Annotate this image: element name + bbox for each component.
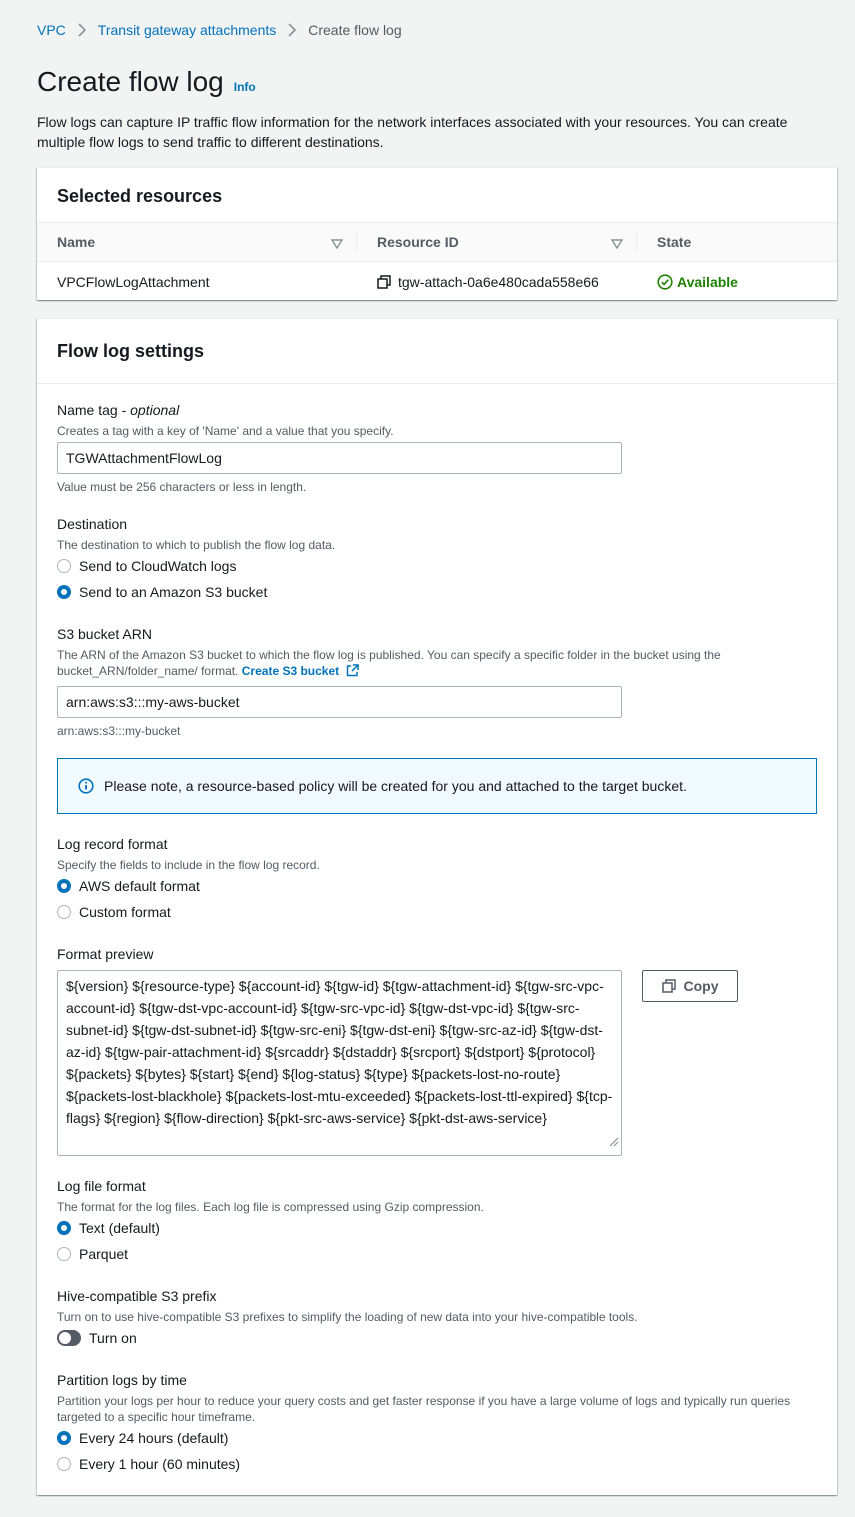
column-header-name[interactable]: Name <box>57 234 96 250</box>
radio-custom-label: Custom format <box>79 904 171 920</box>
destination-label: Destination <box>57 516 128 532</box>
chevron-right-icon <box>78 23 86 37</box>
radio-s3-label: Send to an Amazon S3 bucket <box>79 584 268 600</box>
log-record-format-hint: Specify the fields to include in the flow log record. <box>57 858 320 872</box>
log-file-format-hint: The format for the log files. Each log file is compressed using Gzip compression. <box>57 1200 484 1214</box>
resize-handle-icon[interactable] <box>607 1131 619 1153</box>
hive-prefix-toggle-row[interactable] <box>57 1330 137 1346</box>
radio-aws-default-format[interactable] <box>57 878 200 894</box>
name-tag-label <box>57 402 179 418</box>
chevron-right-icon <box>288 23 296 37</box>
column-header-resource-id[interactable]: Resource ID <box>377 234 459 250</box>
divider <box>37 383 837 384</box>
radio-button-selected[interactable] <box>57 1221 71 1235</box>
column-divider[interactable] <box>356 232 357 252</box>
copy-button[interactable] <box>642 970 738 1002</box>
create-s3-bucket-text: Create S3 bucket <box>241 664 340 678</box>
selected-resources-heading: Selected resources <box>57 186 223 206</box>
page-title <box>37 66 256 98</box>
name-tag-input[interactable]: TGWAttachmentFlowLog <box>57 442 622 474</box>
sort-icon[interactable] <box>331 236 343 252</box>
external-link-icon <box>346 664 359 681</box>
state-text: Available <box>677 274 738 290</box>
cell-resource-id <box>377 274 599 290</box>
radio-parquet-label: Parquet <box>79 1246 129 1262</box>
column-header-state[interactable]: State <box>657 234 692 250</box>
format-preview-textarea[interactable] <box>57 970 622 1156</box>
check-circle-icon <box>657 274 673 290</box>
breadcrumb <box>37 22 402 38</box>
radio-cloudwatch[interactable] <box>57 558 236 574</box>
copy-icon <box>662 979 676 993</box>
radio-button[interactable] <box>57 559 71 573</box>
alert-text: Please note, a resource-based policy will be created for you and attached to the target bucket. <box>104 778 687 794</box>
radio-s3-bucket[interactable] <box>57 584 267 600</box>
hive-prefix-label: Hive-compatible S3 prefix <box>57 1288 217 1304</box>
breadcrumb-vpc[interactable]: VPC <box>37 22 66 38</box>
name-tag-label-text: Name tag - <box>57 402 131 418</box>
radio-24h-label: Every 24 hours (default) <box>79 1430 229 1446</box>
resource-id-text: tgw-attach-0a6e480cada558e66 <box>398 274 599 290</box>
hive-prefix-hint: Turn on to use hive-compatible S3 prefixes to simplify the loading of new data into your hive-compatible tools. <box>57 1310 638 1324</box>
s3-arn-input[interactable]: arn:aws:s3:::my-aws-bucket <box>57 686 622 718</box>
radio-text-default[interactable] <box>57 1220 160 1236</box>
format-preview-text: ${version} ${resource-type} ${account-id} ${tgw-id} ${tgw-attachment-id} ${tgw-src-vpc-account-id} ${tgw-dst-vpc-account-id} ${tgw-src-vpc-id} ${tgw-dst-vpc-id} ${tgw-src-subnet-id} ${tgw-dst-subnet-id} ${tgw-src-eni} ${tgw-dst-eni} ${tgw-src-az-id} ${tgw-dst-az-id} ${tgw-pair-attachment-id} ${srcaddr} ${dstaddr} ${srcport} ${dstport} ${protocol} ${packets} ${bytes} ${start} ${end} ${log-status} ${type} ${packets-lost-no-route} ${packets-lost-blackhole} ${packets-lost-mtu-exceeded} ${packets-lost-ttl-expired} ${tcp-flags} ${region} ${flow-direction} ${pkt-src-aws-service} ${pkt-dst-aws-service} <box>66 978 613 1126</box>
format-preview-label: Format preview <box>57 946 154 962</box>
page-title-text: Create flow log <box>37 66 224 97</box>
radio-button[interactable] <box>57 905 71 919</box>
log-file-format-label: Log file format <box>57 1178 146 1194</box>
selected-resources-panel <box>37 167 837 300</box>
radio-aws-default-label: AWS default format <box>79 878 200 894</box>
info-icon <box>78 778 94 794</box>
partition-label: Partition logs by time <box>57 1372 187 1388</box>
info-link[interactable]: Info <box>233 80 256 94</box>
copy-icon[interactable] <box>377 275 391 289</box>
breadcrumb-current: Create flow log <box>308 22 402 38</box>
destination-hint: The destination to which to publish the flow log data. <box>57 538 336 552</box>
cell-state <box>657 274 738 290</box>
radio-button[interactable] <box>57 1247 71 1261</box>
toggle-label: Turn on <box>89 1330 137 1346</box>
sort-icon[interactable] <box>611 236 623 252</box>
cell-name: VPCFlowLogAttachment <box>57 274 210 290</box>
radio-parquet[interactable] <box>57 1246 128 1262</box>
page-description: Flow logs can capture IP traffic flow information for the network interfaces associated with your resources. You can create multiple flow logs to send traffic to different destinations. <box>37 114 788 150</box>
radio-custom-format[interactable] <box>57 904 171 920</box>
log-record-format-label: Log record format <box>57 836 168 852</box>
copy-button-label: Copy <box>683 978 719 994</box>
column-divider[interactable] <box>636 232 637 252</box>
radio-1h-label: Every 1 hour (60 minutes) <box>79 1456 241 1472</box>
radio-every-24-hours[interactable] <box>57 1430 228 1446</box>
flow-log-settings-panel <box>37 318 837 1495</box>
hive-prefix-toggle[interactable] <box>57 1330 81 1346</box>
radio-button[interactable] <box>57 1457 71 1471</box>
optional-text: optional <box>130 402 180 418</box>
radio-text-label: Text (default) <box>79 1220 160 1236</box>
breadcrumb-transit-gateway-attachments[interactable]: Transit gateway attachments <box>97 22 277 38</box>
info-alert <box>57 758 817 814</box>
partition-hint: Partition your logs per hour to reduce your query costs and get faster response if you have a large volume of logs and typically run queries targeted to a specific hour timeframe. <box>57 1394 791 1424</box>
radio-button-selected[interactable] <box>57 585 71 599</box>
s3-arn-example: arn:aws:s3:::my-bucket <box>57 724 181 738</box>
create-s3-bucket-link[interactable] <box>242 664 359 678</box>
name-tag-hint: Creates a tag with a key of 'Name' and a value that you specify. <box>57 424 394 438</box>
radio-every-1-hour[interactable] <box>57 1456 240 1472</box>
radio-button-selected[interactable] <box>57 1431 71 1445</box>
flow-log-settings-heading: Flow log settings <box>57 341 204 361</box>
s3-arn-hint-line1: The ARN of the Amazon S3 bucket to which the flow log is published. You can specify a specific folder in the bucket using the <box>57 648 721 662</box>
name-tag-constraint: Value must be 256 characters or less in length. <box>57 480 307 494</box>
s3-arn-hint <box>57 647 777 681</box>
s3-arn-label: S3 bucket ARN <box>57 626 152 642</box>
radio-cloudwatch-label: Send to CloudWatch logs <box>79 558 237 574</box>
s3-arn-hint-line2: bucket_ARN/folder_name/ format. <box>57 664 239 678</box>
radio-button-selected[interactable] <box>57 879 71 893</box>
